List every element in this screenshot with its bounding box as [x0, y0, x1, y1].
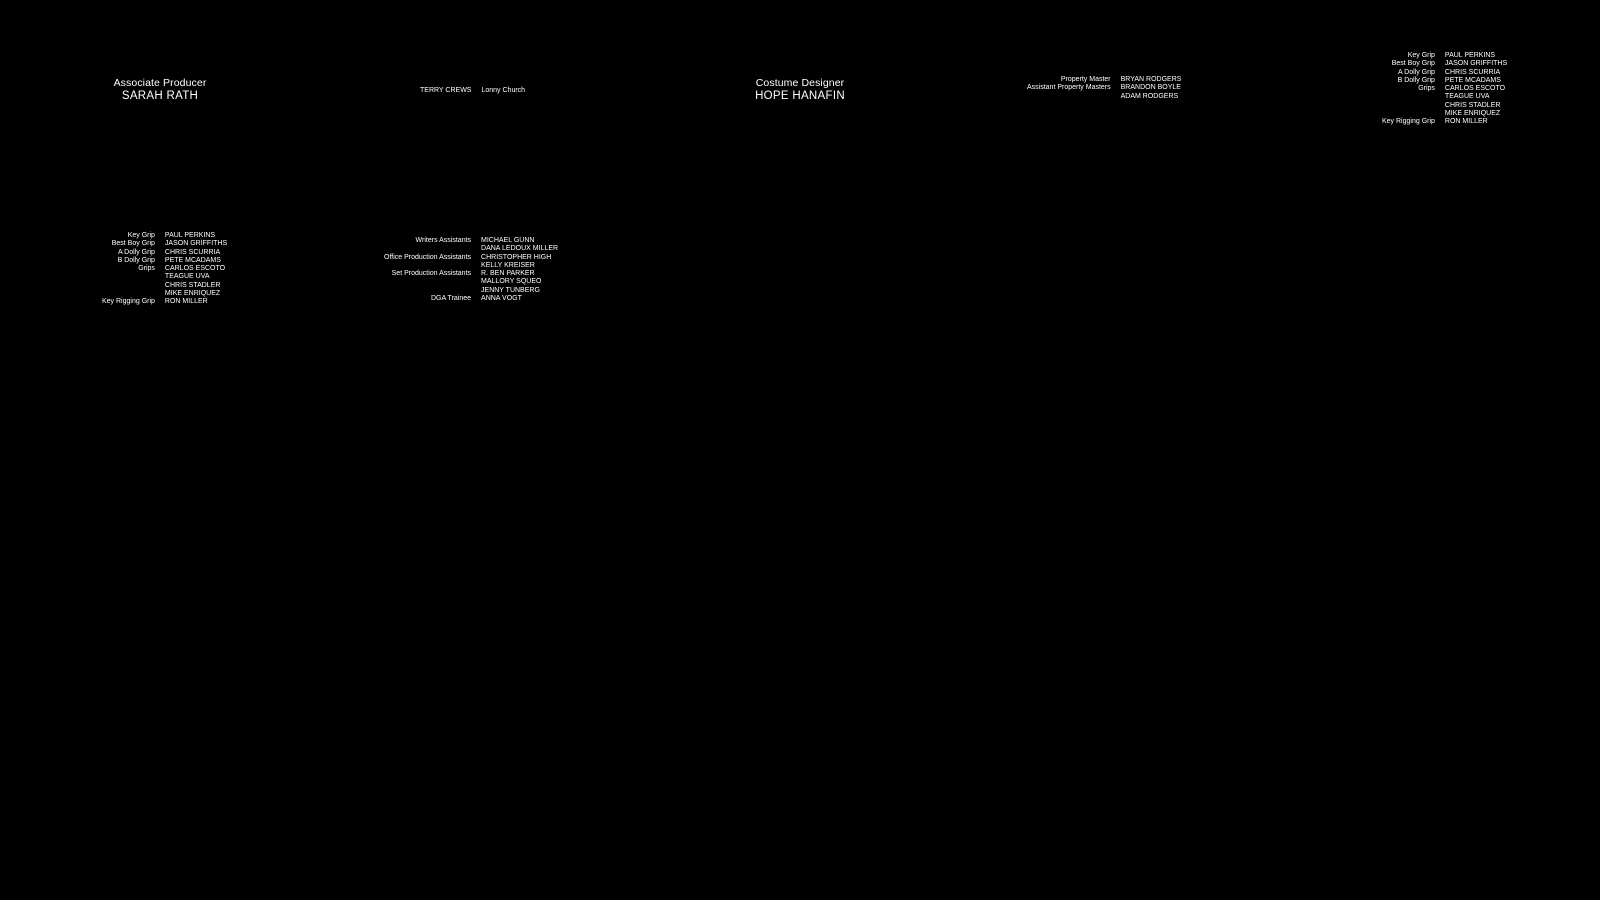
credit-role: [1382, 102, 1435, 110]
credit-name: MIKE ENRIQUEZ: [164, 290, 221, 298]
costume-designer-role: Costume Designer: [755, 77, 845, 89]
cast-actor-name: TERRY CREWS: [420, 87, 472, 94]
credit-name: CHRIS SCURRIA: [164, 248, 221, 256]
credit-role: [1027, 93, 1111, 101]
credit-role: [102, 273, 155, 281]
credit-name: KELLY KREISER: [481, 261, 535, 269]
credit-name: TEAGUE UVA: [164, 273, 210, 281]
credit-name: ANNA VOGT: [481, 295, 522, 303]
credit-name: RON MILLER: [164, 298, 208, 306]
credit-role: [384, 287, 471, 295]
credit-role: Key Rigging Grip: [1382, 118, 1435, 126]
property-credits: [1027, 76, 1181, 101]
credit-name: JENNY TUNBERG: [481, 286, 540, 294]
credit-name: BRANDON BOYLE: [1120, 84, 1181, 92]
credit-role: [102, 282, 155, 290]
credit-name: BRYAN RODGERS: [1120, 76, 1182, 83]
credit-name: JASON GRIFFITHS: [1444, 60, 1508, 68]
credit-role: DGA Trainee: [430, 295, 472, 303]
credit-role: Best Boy Grip: [111, 240, 155, 248]
credit-role: Set Production Assistants: [391, 270, 472, 278]
credit-name: CHRIS STADLER: [1444, 101, 1501, 109]
associate-producer-name: SARAH RATH: [121, 90, 199, 102]
credit-role: [384, 262, 471, 270]
credit-name: MIKE ENRIQUEZ: [1444, 110, 1501, 118]
credit-name: PAUL PERKINS: [1444, 52, 1496, 59]
credit-name: ADAM RODGERS: [1120, 92, 1179, 100]
credit-name: CHRISTOPHER HIGH: [481, 253, 552, 261]
credit-name: R. BEN PARKER: [481, 270, 535, 278]
credit-name: JASON GRIFFITHS: [164, 240, 228, 248]
assistant-credits: [384, 237, 558, 303]
credit-role: Assistant Property Masters: [1027, 84, 1111, 92]
credit-role: [384, 278, 471, 286]
credit-name: MICHAEL GUNN: [481, 237, 535, 244]
credit-role: B Dolly Grip: [1397, 76, 1435, 84]
credit-role: B Dolly Grip: [117, 256, 155, 264]
credit-role: Best Boy Grip: [1391, 60, 1435, 68]
credit-role: [1382, 110, 1435, 118]
credit-name: MALLORY SQUEO: [481, 278, 542, 286]
credit-role: [102, 290, 155, 298]
credit-role: Office Production Assistants: [384, 253, 472, 261]
credit-name: PETE MCADAMS: [1444, 76, 1501, 84]
credit-role: A Dolly Grip: [1397, 68, 1435, 76]
grip-credits-left: [102, 232, 227, 307]
credit-role: Key Grip: [1407, 52, 1435, 59]
credit-name: PAUL PERKINS: [164, 232, 216, 239]
credit-role: Writers Assistants: [415, 237, 472, 244]
cast-credit: [420, 87, 525, 95]
credit-role: A Dolly Grip: [117, 248, 155, 256]
associate-producer-role: Associate Producer: [113, 77, 207, 89]
costume-designer-name: HOPE HANAFIN: [755, 90, 845, 102]
associate-producer-card: [114, 77, 207, 103]
credit-role: Grips: [138, 265, 155, 273]
credit-name: CHRIS SCURRIA: [1444, 68, 1501, 76]
credit-role: Key Rigging Grip: [102, 298, 155, 306]
grip-credits-right: [1382, 52, 1507, 127]
credit-name: RON MILLER: [1444, 118, 1488, 126]
cast-character-name: Lonny Church: [481, 87, 526, 94]
credit-name: CHRIS STADLER: [164, 281, 221, 289]
credit-name: PETE MCADAMS: [164, 256, 221, 264]
costume-designer-card: [755, 77, 845, 103]
credit-name: DANA LEDOUX MILLER: [481, 245, 559, 253]
credit-name: CARLOS ESCOTO: [164, 265, 226, 273]
credit-role: [1382, 93, 1435, 101]
credit-role: Grips: [1418, 85, 1435, 93]
credit-role: [384, 245, 471, 253]
credit-name: CARLOS ESCOTO: [1444, 85, 1506, 93]
credit-role: Property Master: [1060, 76, 1111, 83]
credit-role: Key Grip: [127, 232, 155, 239]
credit-name: TEAGUE UVA: [1444, 93, 1490, 101]
